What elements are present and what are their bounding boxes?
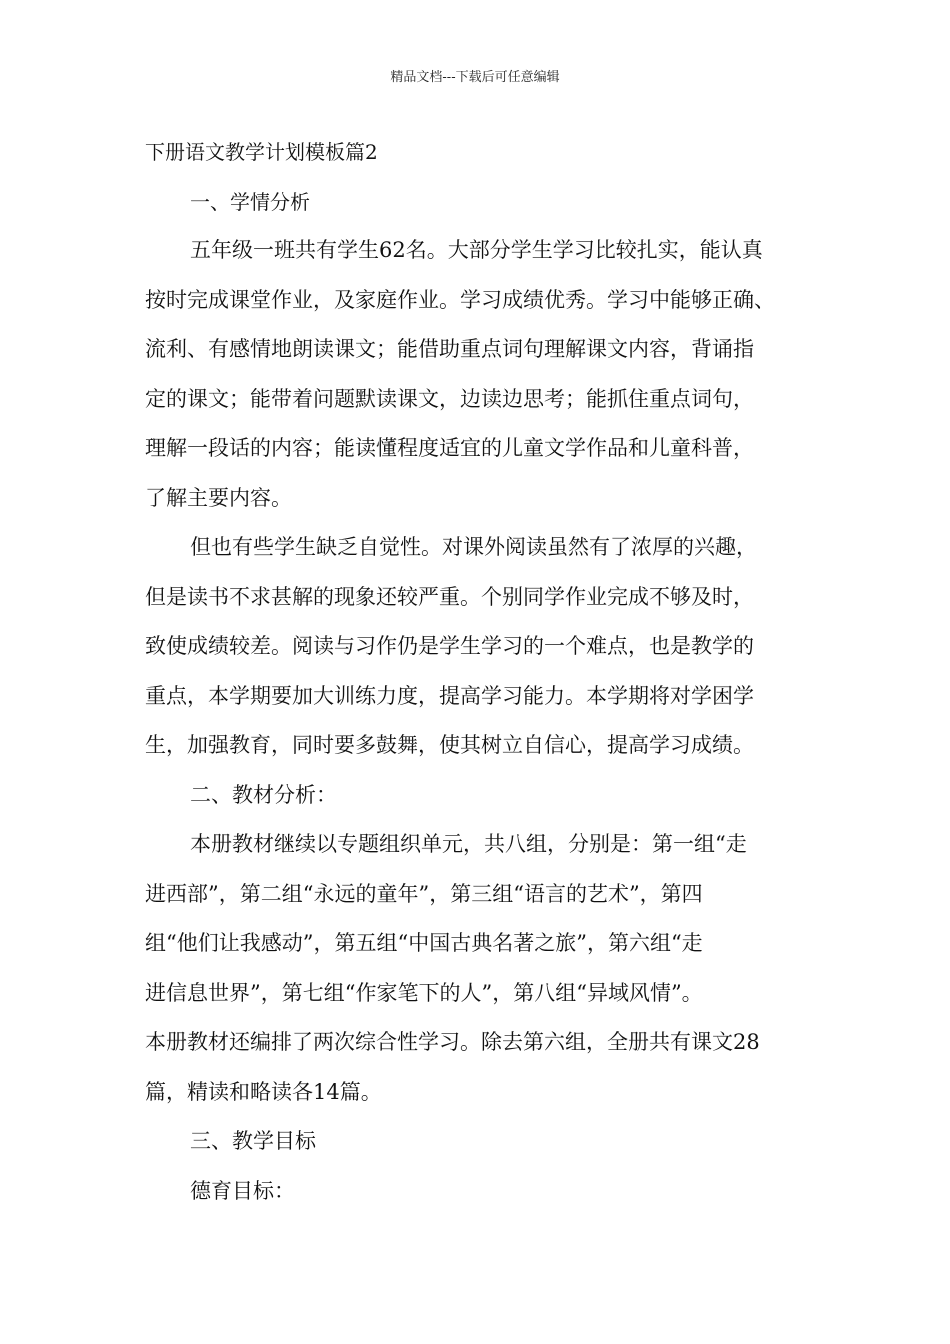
- paragraph-student-analysis-2: [145, 523, 835, 771]
- text-line: 但是读书不求甚解的现象还较严重。个别同学作业完成不够及时，: [145, 584, 754, 609]
- text-line: 但也有些学生缺乏自觉性。对课外阅读虽然有了浓厚的兴趣，: [190, 535, 757, 559]
- text-line: 按时完成课堂作业，及家庭作业。学习成绩优秀。学习中能够正确、: [145, 287, 775, 312]
- page-header: 精品文档---下载后可任意编辑: [390, 70, 560, 85]
- text-line: 定的课文；能带着问题默读课文，边读边思考；能抓住重点词句，: [145, 386, 754, 411]
- paragraph-student-analysis-1: [145, 226, 835, 523]
- text-line: 篇，精读和略读各14篇。: [145, 1079, 382, 1104]
- section-heading-1: 一、学情分析: [190, 190, 310, 214]
- text-line: 生，加强教育，同时要多鼓舞，使其树立自信心，提高学习成绩。: [145, 733, 754, 757]
- section-heading-2: 二、教材分析：: [190, 782, 337, 807]
- section-heading-2-wrap: [145, 771, 835, 821]
- text-line: 了解主要内容。: [145, 485, 292, 510]
- text-line: 进西部”，第二组“永远的童年”，第三组“语言的艺术”，第四: [145, 881, 703, 906]
- subheading-wrap: [145, 1167, 835, 1217]
- text-line: 流利、有感情地朗读课文；能借助重点词句理解课文内容，背诵指: [145, 337, 754, 361]
- paragraph-textbook-analysis: [145, 820, 835, 1117]
- text-line: 组“他们让我感动”，第五组“中国古典名著之旅”，第六组“走: [145, 931, 703, 955]
- text-line: 理解一段话的内容；能读懂程度适宜的儿童文学作品和儿童科普，: [145, 436, 754, 460]
- section-heading-3: 三、教学目标: [190, 1129, 316, 1153]
- text-line: 五年级一班共有学生62名。大部分学生学习比较扎实，能认真: [190, 238, 763, 262]
- document-title: 下册语文教学计划模板篇2: [145, 140, 378, 164]
- subheading-moral-goals: 德育目标：: [190, 1178, 295, 1203]
- text-line: 本册教材还编排了两次综合性学习。除去第六组，全册共有课文28: [145, 1030, 760, 1054]
- document-body: [145, 137, 835, 1216]
- text-line: 重点，本学期要加大训练力度，提高学习能力。本学期将对学困学: [145, 683, 754, 708]
- text-line: 本册教材继续以专题组织单元，共八组，分别是：第一组“走: [190, 832, 747, 856]
- text-line: 致使成绩较差。阅读与习作仍是学生学习的一个难点，也是教学的: [145, 634, 754, 658]
- section-heading-3-wrap: [145, 1117, 835, 1167]
- text-line: 进信息世界”，第七组“作家笔下的人”，第八组“异域风情”。: [145, 980, 703, 1005]
